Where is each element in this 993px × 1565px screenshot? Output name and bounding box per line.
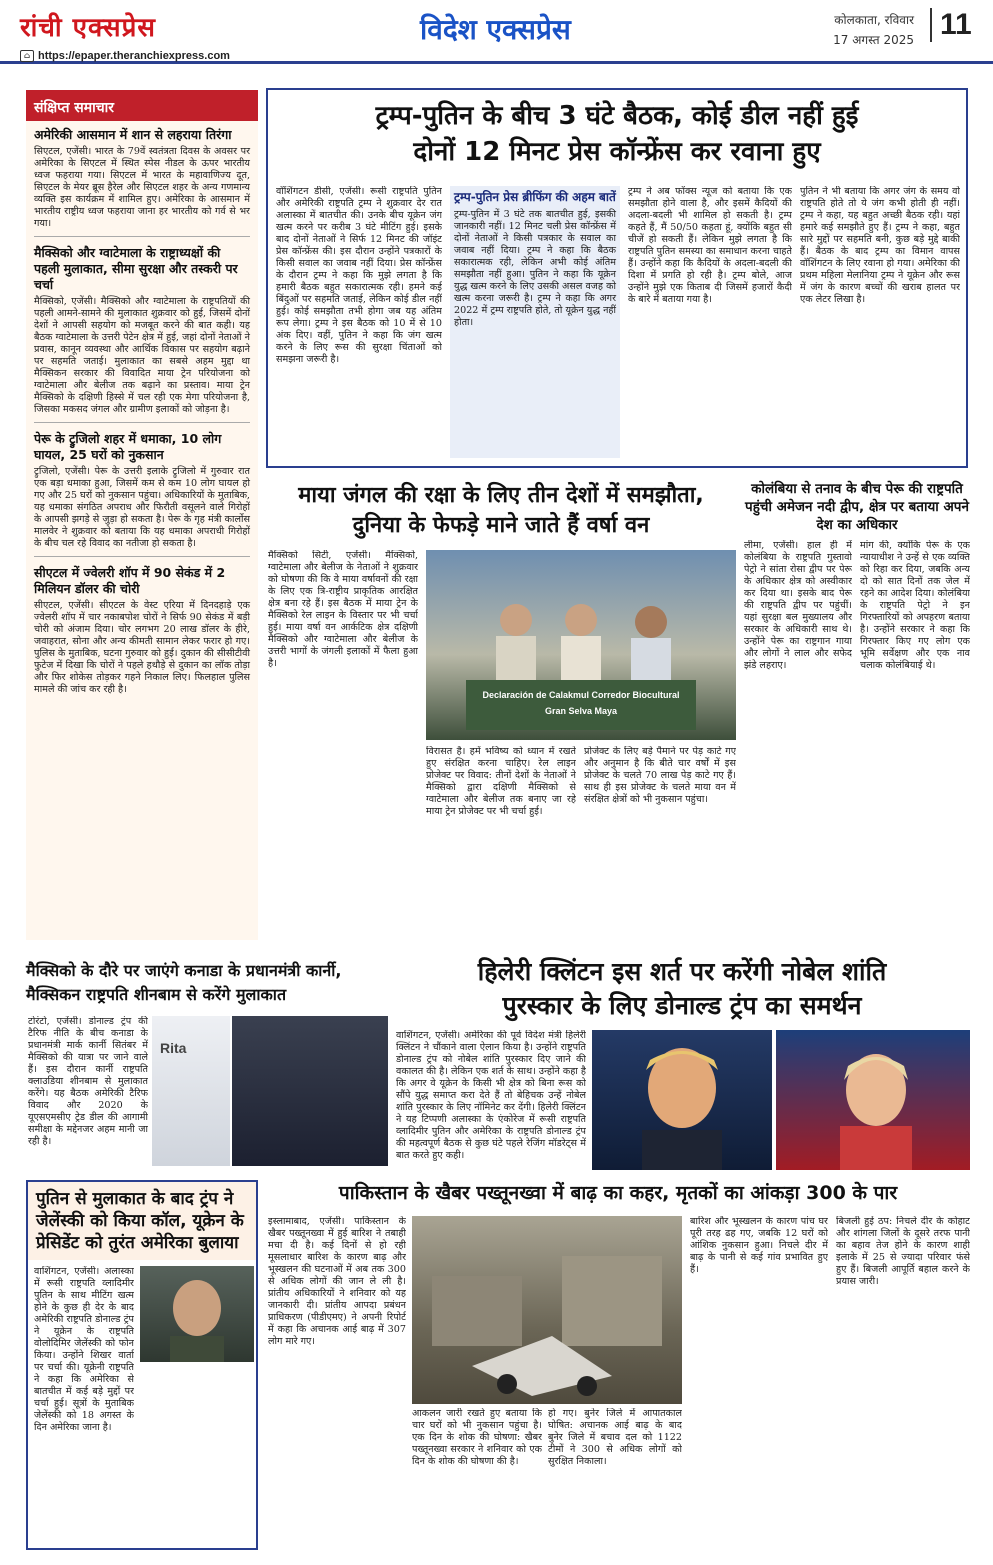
date-block bbox=[828, 10, 914, 50]
pakistan-col-3: हो गए। बुनेर जिले में आपातकाल घोषित: अचानक आई बाढ़ के बाद बुनेर जिले में बचाव दल को 1122 टीमों ने 300 से अधिक लोगों को सुरक्षित निकाला। bbox=[548, 1408, 682, 1467]
zelensky-headline: पुतिन से मुलाकात के बाद ट्रंप ने जेलेंस्की को किया कॉल, यूक्रेन के प्रेसिडेंट को तुरंत अमेरिका बुलाया bbox=[28, 1182, 256, 1260]
brief-title: मैक्सिको और ग्वाटेमाला के राष्ट्राध्यक्षों की पहली मुलाकात, सीमा सुरक्षा और तस्करी पर चर्चा bbox=[34, 245, 238, 292]
canada-col-1: टोरंटो, एजेंसी। डोनाल्ड ट्रंप की टैरिफ नीति के बीच कनाडा के प्रधानमंत्री मार्क कार्नी सितंबर में मैक्सिको की यात्रा पर जाने वाले हैं। इस दौरान कार्नी राष्ट्रपति क्लाउडिया शीनबाम से मुलाकात करेंगे। यह बैठक अमेरिकी टैरिफ विवाद और 2020 के यूएसएमसीए ट्रेड डील की आगामी समीक्षा के मद्देनजर अहम मानी जा रही है। bbox=[28, 1016, 148, 1147]
clinton-headline-1: हिलेरी क्लिंटन इस शर्त पर करेंगी नोबेल शांति bbox=[477, 957, 887, 986]
photo-banner-1: Declaración de Calakmul Corredor Biocultural bbox=[482, 690, 680, 700]
pakistan-col-4: बारिश और भूस्खलन के कारण पांच घर पूरी तरह ढह गए, जबकि 12 घरों को आंशिक नुकसान हुआ। निचले दीर में बाढ़ के पानी से कई गांव प्रभावित हुए हैं। bbox=[690, 1216, 828, 1275]
brief-body: सीएटल, एजेंसी। सीएटल के वेस्ट एरिया में दिनदहाड़े एक ज्वेलरी शॉप में चार नकाबपोश चोरों ने सिर्फ 90 सेकंड में बड़ी चोरी को अंजाम दिया। चोर लगभग 20 लाख डॉलर के हीरे, जवाहरात, सोना और अन्य कीमती सामान लेकर फरार हो गए। पुलिस के मुताबिक, घटना गुरुवार को हुई। दुकान की सीसीटीवी फुटेज में दिखा कि चोरों ने पहले हथौड़े से दुकान का लॉक तोड़ा और फिर शोकेस तोड़कर गहने निकाल लिए। फिलहाल पुलिस मामले की जांच कर रही है। bbox=[34, 600, 250, 695]
trump-photo-art bbox=[592, 1030, 772, 1170]
clinton-photo bbox=[776, 1030, 970, 1170]
event-sign-text: Rita bbox=[160, 1040, 187, 1056]
section-title: विदेश एक्सप्रेस bbox=[420, 13, 571, 46]
pakistan-col-2: आकलन जारी रखते हुए बताया कि चार घरों को भी नुकसान पहुंचा है। एक दिन के शोक की घोषणा: खैबर पख्तूनख्वा सरकार ने शनिवार को एक दिन के शोक की घोषणा की है। bbox=[412, 1408, 542, 1467]
briefs-heading: संक्षिप्त समाचार bbox=[26, 94, 258, 121]
epaper-url[interactable]: https://epaper.theranchiexpress.com bbox=[38, 50, 230, 62]
clinton-photo-art bbox=[776, 1030, 970, 1170]
trump-photo bbox=[592, 1030, 772, 1170]
clinton-col-1: वाशिंगटन, एजेंसी। अमेरिका की पूर्व विदेश मंत्री हिलेरी क्लिंटन ने चौंकाने वाला ऐलान किया है। उन्होंने राष्ट्रपति डोनाल्ड ट्रंप को नोबेल शांति पुरस्कार दिए जाने की वकालत की है। लेकिन एक शर्त के साथ। उन्होंने कहा है कि अगर वे यूक्रेन के किसी भी क्षेत्र को बिना रूस को सौंपे युद्ध समाप्त करा देते हैं तो बेहिचक उन्हें नोबेल शांति पुरस्कार के लिए नॉमिनेट कर देंगी। हिलेरी क्लिंटन ने यह टिप्पणी अलास्का के एंकोरेज में रूसी राष्ट्रपति व्लादिमीर पुतिन और अमेरिका के राष्ट्रपति डोनाल्ड ट्रंप की महत्वपूर्ण बैठक से कुछ घंटे पहले रेजिंग मॉडरेट्स में बात करते हुए कही। bbox=[396, 1030, 586, 1161]
highlights-title: ट्रम्प-पुतिन प्रेस ब्रीफिंग की अहम बातें bbox=[454, 190, 616, 204]
summit-photo bbox=[426, 550, 736, 740]
maya-headline-2: दुनिया के फेफड़े माने जाते हैं वर्षा वन bbox=[352, 513, 650, 538]
page-number: 11 bbox=[930, 8, 972, 42]
colombia-headline: कोलंबिया से तनाव के बीच पेरू की राष्ट्रपति पहुंची अमेजन नदी द्वीप, क्षेत्र पर बताया अपने देश का अधिकार bbox=[745, 481, 969, 533]
pakistan-headline: पाकिस्तान के खैबर पख्तूनख्वा में बाढ़ का कहर, मृतकों का आंकड़ा 300 के पार bbox=[338, 1182, 898, 1204]
carney-photo bbox=[232, 1016, 388, 1166]
masthead bbox=[0, 0, 993, 64]
lead-col-1: वॉशिंगटन डीसी, एजेंसी। रूसी राष्ट्रपति पुतिन और अमेरिकी राष्ट्रपति ट्रम्प ने शुक्रवार देर रात अलास्का में बातचीत की। उनके बीच यूक्रेन जंग खत्म करने पर करीब 3 घंटे मीटिंग हुई। इसके बाद दोनों नेताओं ने सिर्फ 12 मिनट की जॉइंट प्रेस कॉन्फ्रेंस की। इस दौरान उन्होंने पत्रकारों के किसी सवाल का जवाब नहीं दिया। प्रेस कॉन्फ्रेंस के दौरान ट्रम्प ने कहा कि मुझे लगता है कि हमारी बैठक बहुत सकारात्मक रही। हमने कई बिंदुओं पर सहमति जताई, लेकिन कोई डील नहीं हुई। कोई समझौता तभी होगा जब यह अंतिम रूप लेगा। ट्रम्प ने इस बैठक को 10 में से 10 अंक दिए। वहीं, पुतिन ने कहा कि जंग खत्म करने के लिए रूस की सुरक्षा चिंताओं को समझना जरूरी है। bbox=[276, 186, 442, 365]
maya-col-1: मैक्सिको सिटी, एजेंसी। मैक्सिको, ग्वाटेमाला और बेलीज के नेताओं ने शुक्रवार को घोषणा की कि वे माया वर्षावनों की रक्षा के लिए एक त्रि-राष्ट्रीय प्राकृतिक आरक्षित क्षेत्र बना रहे हैं। इस बैठक में माया ट्रेन के मैक्सिको रेल लाइन के विस्तार पर भी चर्चा हुई। माया वर्षा वन आर्कटिक क्षेत्र दक्षिणी मैक्सिको और ग्वाटेमाला और बेलीज के उत्तरी भागों के जंगली इलाकों में फैला हुआ है। bbox=[268, 550, 418, 669]
globe-icon: ⌂ bbox=[20, 50, 34, 62]
brief-title: पेरू के ट्रुजिलो शहर में धमाका, 10 लोग घायल, 25 घरों को नुकसान bbox=[34, 431, 222, 462]
paper-name: रांची एक्सप्रेस bbox=[20, 13, 157, 43]
zelensky-photo bbox=[140, 1266, 254, 1362]
maya-col-2: विरासत है। हमें भविष्य को ध्यान में रखते हुए संरक्षित करना चाहिए। रेल लाइन प्रोजेक्ट पर विवाद: तीनों देशों के नेताओं ने मैक्सिको द्वारा दक्षिणी मैक्सिको से ग्वाटेमाला और बेलीज तक बनाए जा रहे माया ट्रेन प्रोजेक्ट पर भी चर्चा हुई। bbox=[426, 746, 576, 817]
lead-highlights-box bbox=[450, 186, 620, 458]
lead-story bbox=[266, 88, 968, 468]
lead-col-4: पुतिन ने भी बताया कि अगर जंग के समय वो राष्ट्रपति होते तो ये जंग कभी होती ही नहीं। ट्रम्प ने कहा, यह बहुत अच्छी बैठक रही। यहां हमारे कई समझौते हुए हैं। ट्रम्प ने कहा, बहुत सारे मुद्दों पर सहमति बनी, कुछ बड़े मुद्दे बाकी हैं। बैठक के बाद ट्रम्प का विमान वापस वॉशिंगटन के लिए रवाना हो गया। अमेरिका की प्रथम महिला मेलानिया ट्रम्प ने यूक्रेन और रूस में जंग के कारण बच्चों की खराब हालत पर एक लेटर लिखा है। bbox=[800, 186, 960, 305]
pakistan-col-5: बिजली हुई ठप: निचले दीर के कोहाट और शांगला जिलों के दूसरे तरफ पानी का बहाव तेज होने के कारण शाही इलाके में 25 से ज्यादा परिवार फंसे हुए हैं। बिजली आपूर्ति बहाल करने के प्रयास जारी। bbox=[836, 1216, 970, 1287]
maya-col-3: प्रोजेक्ट के लिए बड़े पैमाने पर पेड़ काटे गए और अनुमान है कि बीते चार वर्षों में इस प्रोजेक्ट के चलते 70 लाख पेड़ काटे गए हैं। साथ ही इस प्रोजेक्ट के चलते माया वन में संरक्षित क्षेत्रों को भी नुकसान पहुंचा। bbox=[584, 746, 736, 805]
brief-item bbox=[26, 121, 258, 239]
maya-headline-1: माया जंगल की रक्षा के लिए तीन देशों में समझौता, bbox=[298, 483, 704, 508]
zelensky-body: वाशिंगटन, एजेंसी। अलास्का में रूसी राष्ट्रपति व्लादिमीर पुतिन के साथ मीटिंग खत्म होने के कुछ ही देर के बाद अमेरिकी राष्ट्रपति डोनाल्ड ट्रंप ने यूक्रेन के राष्ट्रपति वोलोदिमिर जेलेंस्की को फोन किया। उन्होंने शिखर वार्ता पर चर्चा की। यूक्रेनी राष्ट्रपति ने कहा कि अमेरिका से बातचीत में कई बड़े मुद्दों पर चर्चा हुई। सूत्रों के मुताबिक जेलेंस्की को 18 अगस्त के दिन अमेरिका जाना है। bbox=[34, 1266, 134, 1433]
photo-banner-2: Gran Selva Maya bbox=[544, 706, 618, 716]
brief-body: सिएटल, एजेंसी। भारत के 79वें स्वतंत्रता दिवस के अवसर पर अमेरिका के सिएटल में स्थित स्पेस नीडल के ऊपर भारतीय ध्वज फहराया गया। सिएटल में भारत के महावाणिज्य दूत, सिएटल के मेयर ब्रूस हैरेल और सिएटल शहर के अन्य गणमान्य व्यक्ति इस कार्यक्रम में शामिल हुए। अमेरिका के आसमान में भारतीय राष्ट्रीय ध्वज फहराया जाना हर भारतीय को गर्व से भर गया। bbox=[34, 146, 250, 229]
brief-title: अमेरिकी आसमान में शान से लहराया तिरंगा bbox=[34, 127, 232, 142]
pakistan-col-1: इस्लामाबाद, एजेंसी। पाकिस्तान के खैबर पख्तूनख्वा में हुई बारिश ने तबाही मचा दी है। कई दिनों से हो रही मूसलाधार बारिश के कारण बाढ़ और भूस्खलन की घटनाओं में अब तक 300 से अधिक लोगों की जान ले ली है। प्रांतीय अधिकारियों ने शनिवार को यह जानकारी दी। प्रांतीय आपदा प्रबंधन प्राधिकरण (पीडीएमए) ने अपनी रिपोर्ट में कहा कि अचानक आई बाढ़ में 307 लोग मारे गए। bbox=[268, 1216, 406, 1347]
sheinbaum-photo bbox=[152, 1016, 230, 1166]
flood-photo-art bbox=[412, 1216, 682, 1404]
canada-headline-1: मैक्सिको के दौरे पर जाएंगे कनाडा के प्रधानमंत्री कार्नी, bbox=[26, 961, 342, 980]
brief-body: ट्रुजिलो, एजेंसी। पेरू के उत्तरी इलाके ट्रुजिलो में गुरुवार रात एक बड़ा धमाका हुआ, जिसमें कम से कम 10 लोग घायल हो गए और 25 घरों को नुकसान पहुंचा। अधिकारियों के मुताबिक, यह धमाका संगठित अपराध और फिरौती वसूलने वाले गिरोहों के आपसी झगड़े से जुड़ा हो सकता है। पेरू के गृह मंत्री कार्लोस मालवेर ने शुक्रवार को बताया कि यह धमाका अपराधी गिरोहों के बीच चल रहे विवाद का नतीजा हो सकता है। bbox=[34, 466, 250, 549]
canada-headline-2: मैक्सिकन राष्ट्रपति शीनबाम से करेंगे मुलाकात bbox=[26, 985, 287, 1004]
zelensky-story bbox=[26, 1180, 258, 1550]
clinton-headline-2: पुरस्कार के लिए डोनाल्ड ट्रंप का समर्थन bbox=[502, 991, 862, 1020]
brief-body: मैक्सिको, एजेंसी। मैक्सिको और ग्वाटेमाला के राष्ट्रपतियों की पहली आमने-सामने की मुलाकात शुक्रवार को हुई, जिसमें दोनों देशों ने आपसी सहयोग को मजबूत करने की बात कही। यह बैठक ग्वाटेमाला के उत्तरी पेटेन क्षेत्र में हुई, जहां दोनों नेताओं ने प्रवास, कानून व्यवस्था और आर्थिक विकास पर सहयोग बढ़ाने पर सहमति जताई। मुलाकात का सबसे अहम मुद्दा था मैक्सिकन सरकार की विवादित माया ट्रेन परियोजना को ग्वाटेमाला और बेलीज तक बढ़ाने का प्रस्ताव। माया ट्रेन मैक्सिको के दक्षिणी हिस्से में चल रही एक मेगा परियोजना है, जिसका मकसद जंगल और ग्रामीण इलाकों को जोड़ना है। bbox=[34, 296, 250, 415]
brief-item bbox=[26, 559, 258, 698]
lead-headline-2: दोनों 12 मिनट प्रेस कॉन्फ्रेंस कर रवाना हुए bbox=[413, 137, 821, 167]
highlights-body: ट्रम्प-पुतिन में 3 घंटे तक बातचीत हुई, इसकी जानकारी नहीं। 12 मिनट चली प्रेस कॉन्फ्रेंस में दोनों नेताओं ने किसी पत्रकार के सवाल का जवाब नहीं दिया। ट्रम्प ने कहा कि बैठक सकारात्मक रही, लेकिन अभी कोई अंतिम समझौता नहीं हुआ। पुतिन ने कहा कि यूक्रेन युद्ध खत्म करने के लिए उसकी असल वजह को खत्म करना जरूरी है। ट्रम्प ने कहा कि अगर 2022 में ट्रम्प राष्ट्रपति होते, तो यूक्रेन युद्ध नहीं होता। bbox=[454, 209, 616, 328]
issue-date: 17 अगस्त 2025 bbox=[833, 33, 914, 47]
colombia-col-2: मांग की, क्योंकि पेरू के एक न्यायाधीश ने उन्हें से एक व्यक्ति को रिहा कर दिया, जबकि अन्य दो को सात दिनों तक जेल में रहने का आदेश दिया। कोलंबिया के राष्ट्रपति पेट्रो ने इन गिरफ्तारियों को अपहरण बताया है। उन्होंने सरकार ने कहा कि गिरफ्तार किए गए लोग एक भूमि सर्वेक्षण और एक नाव चलाक कोलंबियाई थे। bbox=[860, 540, 970, 671]
brief-item bbox=[26, 239, 258, 425]
zelensky-photo-art bbox=[140, 1266, 254, 1362]
colombia-col-1: लीमा, एजेंसी। हाल ही में कोलंबिया के राष्ट्रपति गुस्तावो पेट्रो ने सांता रोसा द्वीप पर पेरू के अधिकार क्षेत्र को अस्वीकार कर दिया था। इसके बाद पेरू की राष्ट्रपति द्वीप पर पहुंचीं। यहां सुरक्षा बल मुख्यालय और सरकार के अधिकारी साथ थे। उन्होंने पेरू का राष्ट्रगान गाया और लोगों ने लाल और सफेद झंडे लहराए। bbox=[744, 540, 852, 671]
lead-col-3: ट्रम्प ने अब फॉक्स न्यूज को बताया कि एक समझौता होने वाला है, और इसमें कैदियों की अदला-बदली भी शामिल हो सकती है। ट्रम्प कहते हैं, मैं 50/50 कहता हूं, क्योंकि बहुत सी चीजें हो सकती हैं। लेकिन मुझे लगता है कि राष्ट्रपति पुतिन समस्या का समाधान करना चाहते हैं। उन्होंने कहा कि कैदियों के अदला-बदली की दिशा में प्रगति हो रही है। ट्रम्प बोले, आज उन्होंने मुझे एक किताब दी जिसमें हजारों कैदी के बारे में बताया गया है। bbox=[628, 186, 792, 305]
briefs-sidebar bbox=[26, 90, 258, 940]
brief-title: सीएटल में ज्वेलरी शॉप में 90 सेकंड में 2 मिलियन डॉलर की चोरी bbox=[34, 565, 226, 596]
city-day: कोलकाता, रविवार bbox=[834, 13, 914, 27]
lead-headline-1: ट्रम्प-पुतिन के बीच 3 घंटे बैठक, कोई डील नहीं हुई bbox=[375, 101, 859, 131]
brief-item bbox=[26, 425, 258, 559]
flood-photo bbox=[412, 1216, 682, 1404]
